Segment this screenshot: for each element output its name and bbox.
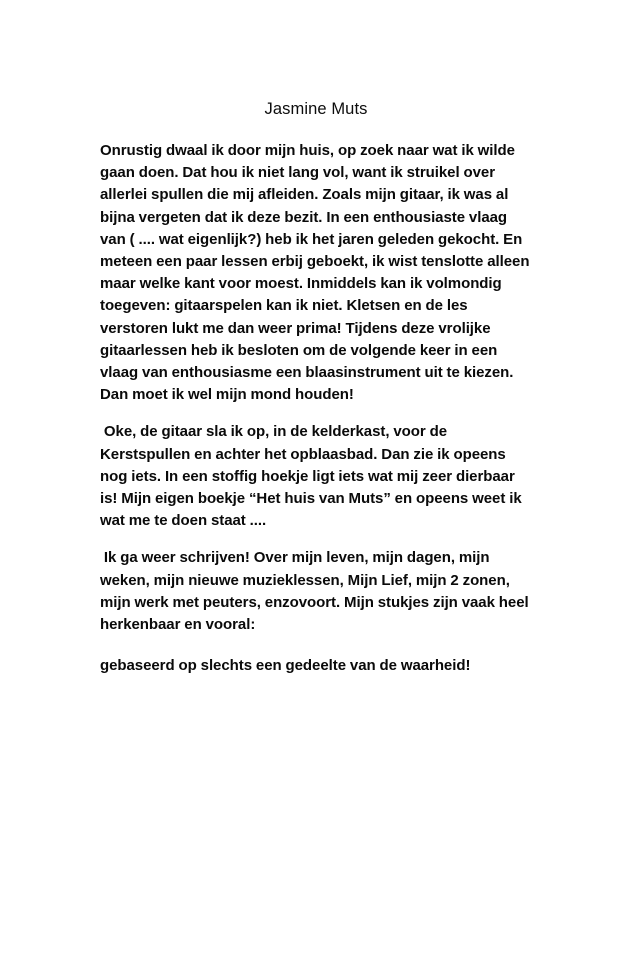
body-paragraph-3: Ik ga weer schrijven! Over mijn leven, mijn dagen, mijn weken, mijn nieuwe muzieklessen, Mijn Lief, mijn 2 zonen, mijn werk met peuters, enzovoort. Mijn stukjes zijn vaak heel herkenbaar en vooral: (100, 549, 533, 634)
body-paragraph-closing: gebaseerd op slechts een gedeelte van de waarheid! (100, 657, 471, 675)
body-paragraph-1: Onrustig dwaal ik door mijn huis, op zoek naar wat ik wilde gaan doen. Dat hou ik niet lang vol, want ik struikel over allerlei spullen die mij afleiden. Zoals mijn gitaar, ik was al bijna vergeten dat ik deze bezit. In een enthousiaste vlaag van ( .... wat eigenlijk?) heb ik het jaren geleden gekocht. En meteen een paar lessen erbij geboekt, ik wist tenslotte alleen maar welke kant voor moest. Inmiddels kan ik volmondig toegeven: gitaarspelen kan ik niet. Kletsen en de les verstoren lukt me dan weer prima! Tijdens deze vrolijke gitaarlessen heb ik besloten om de volgende keer in een vlaag van enthousiasme een blaasinstrument uit te kiezen. Dan moet ik wel mijn mond houden! (100, 142, 534, 404)
document-text-column (100, 98, 532, 677)
page-title: Jasmine Muts (264, 100, 368, 118)
body-paragraph-2: Oke, de gitaar sla ik op, in de kelderkast, voor de Kerstspullen en achter het opblaasbad. Dan zie ik opeens nog iets. In een stoffig hoekje ligt iets wat mij zeer dierbaar is! Mijn eigen boekje “Het huis van Muts” en opeens weet ik wat me te doen staat .... (100, 423, 526, 530)
